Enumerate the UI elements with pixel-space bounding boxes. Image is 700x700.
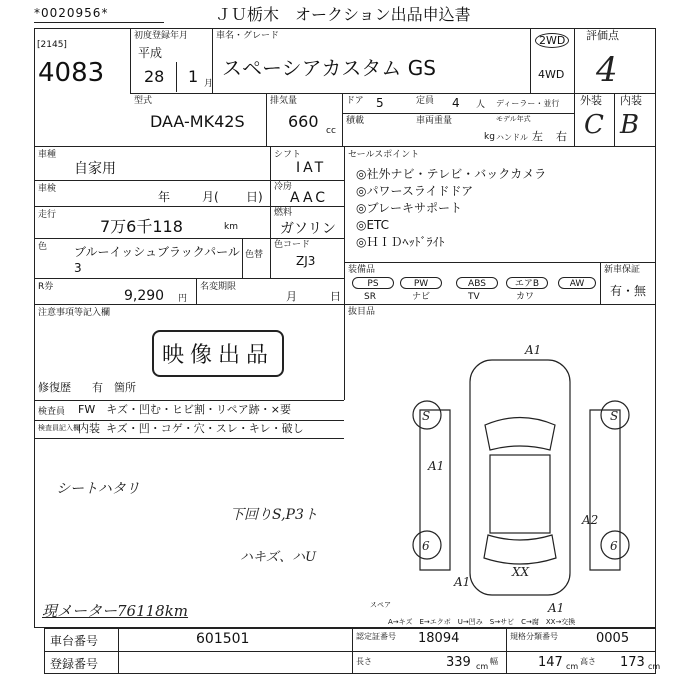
registration-month: 1 bbox=[188, 67, 199, 86]
color: ブルーイッシュブラックパール3 bbox=[74, 245, 240, 275]
color-code: ZJ3 bbox=[296, 254, 316, 268]
handle-label: ハンドル bbox=[496, 133, 528, 142]
damage-map-label: 抜目品 bbox=[348, 307, 376, 317]
chassis-number: 601501 bbox=[196, 631, 250, 647]
inspection-label: 車検 bbox=[38, 184, 57, 194]
aircon: AAC bbox=[290, 190, 329, 206]
car-windshield bbox=[485, 418, 555, 451]
capacity: 4 bbox=[452, 96, 460, 110]
displacement: 660 bbox=[288, 112, 319, 131]
car-name-label: 車名・グレード bbox=[216, 31, 280, 41]
defects-row2: キズ・凹・コゲ・穴・スレ・キレ・破し bbox=[106, 422, 304, 435]
width-label: 幅 bbox=[490, 657, 498, 666]
defects-row1: FW キズ・凹む・ヒビ割・リペア跡・×要 bbox=[78, 403, 291, 416]
model: DAA-MK42S bbox=[150, 112, 245, 131]
equipment-navi: ナビ bbox=[412, 292, 431, 302]
registration-label: 初度登録年月 bbox=[134, 31, 189, 41]
inspector-label: 検査員 bbox=[38, 407, 66, 417]
length: 339 bbox=[446, 655, 471, 670]
sales-point: ◎ブレーキサポート bbox=[356, 201, 462, 215]
repair-value: 有 bbox=[92, 381, 103, 394]
inspection-year: 年 bbox=[158, 190, 171, 204]
notes-label: 注意事項等記入欄 bbox=[38, 308, 111, 318]
sales-point: ◎パワースライドドア bbox=[356, 184, 474, 198]
recycle-fee: 9,290 bbox=[124, 288, 165, 304]
inspection-month: 月( bbox=[202, 190, 219, 204]
video-stamp: 映像出品 bbox=[152, 330, 284, 377]
registration-month-unit: 月 bbox=[204, 79, 214, 89]
car-roof bbox=[490, 455, 550, 533]
mark-left-side: A1 bbox=[428, 459, 445, 473]
lot-number: 4083 bbox=[38, 58, 105, 88]
equipment-tv: TV bbox=[468, 292, 480, 302]
new-car-warranty: 有・無 bbox=[610, 284, 647, 298]
mark-rear-glass: XX bbox=[512, 565, 530, 579]
form-number: *0020956* bbox=[34, 6, 109, 20]
sales-point: ◎ETC bbox=[356, 218, 390, 232]
mileage-label: 走行 bbox=[38, 210, 57, 220]
load-label: 積載 bbox=[346, 116, 365, 126]
displacement-label: 排気量 bbox=[270, 96, 298, 106]
mark-rear-right-wheel: 6 bbox=[610, 539, 618, 553]
registration-era: 平成 bbox=[138, 46, 163, 60]
lot-code: [2145] bbox=[37, 40, 67, 50]
exterior-label: 外装 bbox=[580, 94, 602, 107]
drive-2wd: 2WD bbox=[535, 33, 569, 48]
equipment-label: 装備品 bbox=[348, 265, 376, 275]
mileage-unit: km bbox=[224, 222, 238, 232]
model-label: 型式 bbox=[134, 96, 153, 106]
registration-number-label: 登録番号 bbox=[50, 657, 99, 671]
defects-section-label: 検査員記入欄 bbox=[38, 424, 80, 432]
header-underline bbox=[34, 22, 164, 23]
damage-legend: A→キズ E→エクボ U→凹み S→サビ C→腐 XX→交換 bbox=[388, 618, 576, 626]
chassis-label: 車台番号 bbox=[50, 634, 99, 648]
sales-points-list bbox=[356, 166, 546, 251]
interior-defects-label: 内装 bbox=[78, 422, 100, 435]
height-label: 高さ bbox=[580, 657, 596, 666]
deposit-day: 日 bbox=[330, 290, 341, 303]
equipment-sr: SR bbox=[364, 292, 376, 302]
mark-rear-bumper: A1 bbox=[454, 575, 471, 589]
weight-label: 車両重量 bbox=[416, 116, 453, 126]
mark-right-side: A2 bbox=[582, 513, 599, 527]
cert-number: 18094 bbox=[418, 631, 460, 646]
score-label: 評価点 bbox=[586, 29, 619, 42]
new-car-warranty-label: 新車保証 bbox=[604, 265, 641, 275]
form-title: ＪＵ栃木 オークション出品申込書 bbox=[215, 5, 471, 24]
usage: 自家用 bbox=[74, 161, 116, 177]
shift: IAT bbox=[296, 160, 327, 176]
mark-rear-left-wheel: 6 bbox=[422, 539, 430, 553]
handle-right: 右 bbox=[556, 130, 567, 143]
usage-label: 車種 bbox=[38, 150, 57, 160]
vehicle-damage-diagram bbox=[400, 340, 640, 620]
length-label: 長さ bbox=[356, 657, 372, 666]
handwritten-note-scratch: ハキズ、ハU bbox=[240, 550, 317, 565]
mark-front: A1 bbox=[525, 343, 542, 357]
sales-points-label: セールスポイント bbox=[348, 150, 420, 160]
recycle-label: R券 bbox=[38, 282, 54, 292]
repair-label: 修復歴 bbox=[38, 381, 71, 394]
mileage: 7万6千118 bbox=[100, 217, 183, 236]
handwritten-note-seat: シートハタリ bbox=[56, 481, 140, 497]
equipment-ps: PS bbox=[352, 277, 394, 289]
handwritten-meter: 現メーター76118km bbox=[42, 602, 189, 620]
weight-unit: kg bbox=[484, 132, 495, 142]
equipment-abs: ABS bbox=[456, 277, 498, 289]
repair-place: 箇所 bbox=[114, 381, 136, 394]
handwritten-note-underbody: 下回りS,P3ト bbox=[230, 507, 318, 523]
doors-label: ドア bbox=[346, 96, 364, 106]
equipment-aw: AW bbox=[558, 277, 596, 289]
fuel: ガソリン bbox=[280, 221, 336, 237]
color-change-label: 色替 bbox=[245, 250, 264, 260]
segment-label: 規格分類番号 bbox=[510, 632, 558, 641]
inspection-day: 日) bbox=[246, 190, 263, 204]
registration-year: 28 bbox=[144, 67, 165, 86]
equipment-pw: PW bbox=[400, 277, 442, 289]
width-unit: cm bbox=[566, 662, 579, 671]
drive-4wd: 4WD bbox=[538, 68, 565, 81]
dealer-label: ディーラー・並行 bbox=[496, 99, 560, 108]
recycle-unit: 円 bbox=[178, 294, 188, 304]
displacement-unit: cc bbox=[326, 126, 336, 136]
width: 147 bbox=[538, 655, 563, 670]
segment-number: 0005 bbox=[596, 631, 630, 646]
color-code-label: 色コード bbox=[274, 240, 311, 250]
shift-label: シフト bbox=[274, 150, 302, 160]
model-year-label: モデル年式 bbox=[496, 115, 531, 123]
length-unit: cm bbox=[476, 662, 489, 671]
score-value: 4 bbox=[596, 50, 618, 90]
capacity-unit: 人 bbox=[476, 100, 486, 110]
spare-label: スペア bbox=[370, 601, 391, 609]
deposit-month: 月 bbox=[286, 290, 297, 303]
aircon-label: 冷房 bbox=[274, 182, 293, 192]
mark-rear: A1 bbox=[548, 601, 565, 615]
mark-front-left-wheel: S bbox=[422, 409, 431, 423]
mark-front-right-wheel: S bbox=[610, 409, 619, 423]
height: 173 bbox=[620, 655, 645, 670]
color-label: 色 bbox=[38, 242, 48, 252]
equipment-airbag: エアB bbox=[506, 277, 548, 289]
equipment-leather: カワ bbox=[516, 292, 535, 302]
capacity-label: 定員 bbox=[416, 96, 435, 106]
car-rear-glass bbox=[484, 535, 556, 564]
interior-value: B bbox=[620, 110, 640, 140]
sales-point: ◎ＨＩＤﾍｯﾄﾞﾗｲﾄ bbox=[356, 235, 445, 249]
car-top-outline bbox=[470, 360, 570, 595]
cert-label: 認定証番号 bbox=[356, 632, 396, 641]
sales-point: ◎社外ナビ・テレビ・バックカメラ bbox=[356, 167, 547, 181]
car-name: スペーシアカスタム GS bbox=[222, 56, 436, 80]
height-unit: cm bbox=[648, 662, 661, 671]
handle-left: 左 bbox=[532, 130, 543, 143]
fuel-label: 燃料 bbox=[274, 208, 293, 218]
deposit-label: 名変期限 bbox=[200, 282, 237, 292]
interior-label: 内装 bbox=[620, 94, 642, 107]
exterior-value: C bbox=[584, 110, 604, 140]
doors: 5 bbox=[376, 96, 384, 110]
